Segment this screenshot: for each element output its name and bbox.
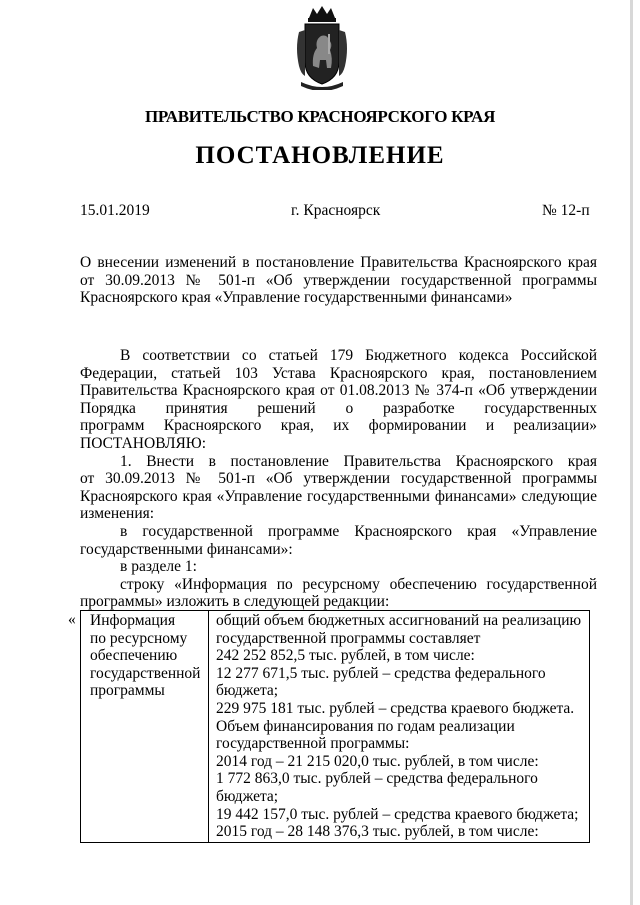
document-date: 15.01.2019 <box>80 202 150 219</box>
document-number: № 12-п <box>542 202 590 219</box>
resource-table <box>80 610 590 843</box>
text-line: государственными финансами»: <box>80 540 293 558</box>
table-value-line: государственной программы составляет <box>216 629 481 647</box>
table-label-line: программы <box>90 682 165 700</box>
preamble-paragraph <box>80 347 597 453</box>
text-line: в разделе 1: <box>120 558 197 576</box>
text-line: от 30.09.2013 № 501-п «Об утверждении государственной программы <box>80 470 597 488</box>
text-line: строку «Информация по ресурсному обеспечению государственной <box>120 575 597 593</box>
row-paragraph <box>80 576 597 611</box>
text-line: Красноярского края «Управление государственными финансами» следующие <box>80 487 597 505</box>
text-line: изменения: <box>80 505 155 523</box>
table-row <box>81 611 590 843</box>
table-label-line: обеспечению <box>90 647 178 665</box>
table-value-line: государственной программы: <box>216 735 410 753</box>
opening-quote-mark: « <box>68 611 76 628</box>
table-value-line: 242 252 852,5 тыс. рублей, в том числе: <box>216 647 475 665</box>
table-value-line: 12 277 671,5 тыс. рублей – средства федерального <box>216 664 546 682</box>
subject-paragraph <box>80 254 597 307</box>
table-value-line: Объем финансирования по годам реализации <box>216 717 515 735</box>
table-value-line: 19 442 157,0 тыс. рублей – средства краевого бюджета; <box>216 805 579 823</box>
table-value-line: 2015 год – 28 148 376,3 тыс. рублей, в том числе: <box>216 823 539 841</box>
table-value-line: бюджета; <box>216 787 279 805</box>
section-paragraph <box>80 558 597 576</box>
table-value-line: 1 772 863,0 тыс. рублей – средства федерального <box>216 770 538 788</box>
text-line: ПОСТАНОВЛЯЮ: <box>80 434 207 452</box>
table-value-line: общий объем бюджетных ассигнований на реализацию <box>216 612 582 629</box>
government-title: ПРАВИТЕЛЬСТВО КРАСНОЯРСКОГО КРАЯ <box>144 107 496 126</box>
program-paragraph <box>80 523 597 558</box>
text-line: О внесении изменений в постановление Правительства Красноярского края <box>80 254 597 271</box>
text-line: от 30.09.2013 № 501-п «Об утверждении государственной программы <box>80 271 597 289</box>
table-value-line: 229 975 181 тыс. рублей – средства краевого бюджета. <box>216 699 575 717</box>
text-line: Красноярского края «Управление государственными финансами» <box>80 289 513 307</box>
table-label-line: Информация <box>90 612 176 629</box>
item-1-paragraph <box>80 453 597 523</box>
text-line: Порядка принятия решений о разработке государственных <box>80 399 597 417</box>
table-value-line: бюджета; <box>216 682 279 700</box>
table-value-line: 2014 год – 21 215 020,0 тыс. рублей, в том числе: <box>216 752 539 770</box>
text-line: 1. Внести в постановление Правительства Красноярского края <box>120 452 597 470</box>
table-label-cell <box>81 611 209 843</box>
coat-of-arms-emblem <box>293 4 351 90</box>
text-line: программ Красноярского края, их формировании и реализации» <box>80 417 597 435</box>
scan-edge-divider <box>630 0 633 905</box>
table-label-line: государственной <box>90 664 201 682</box>
document-type-title: ПОСТАНОВЛЕНИЕ <box>195 142 445 169</box>
text-line: Федерации, статьей 103 Устава Красноярского края, постановлением <box>80 364 597 382</box>
text-line: В соответствии со статьей 179 Бюджетного кодекса Российской <box>120 347 597 364</box>
text-line: Правительства Красноярского края от 01.08.2013 № 374-п «Об утверждении <box>80 382 597 400</box>
table-label-line: по ресурсному <box>90 629 188 647</box>
text-line: в государственной программе Красноярского края «Управление <box>120 523 597 540</box>
text-line: программы» изложить в следующей редакции: <box>80 593 390 611</box>
table-value-cell <box>209 611 590 843</box>
document-city: г. Красноярск <box>291 202 381 219</box>
